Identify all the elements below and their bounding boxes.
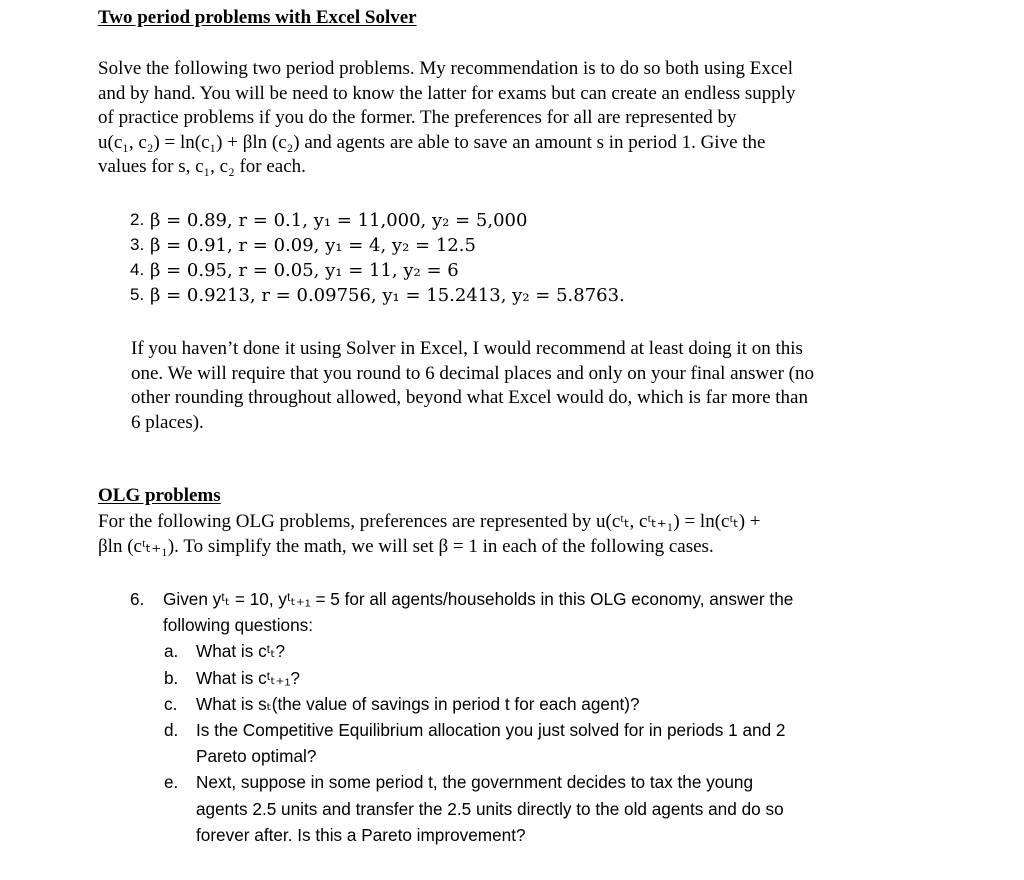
- question-line-2: following questions:: [163, 615, 314, 636]
- sub-question-text: Next, suppose in some period t, the government decides to tax the young: [196, 772, 754, 793]
- intro-line-4: u(c₁, c₂) = ln(c₁) + βln (c₂) and agents are able to save an amount s in period 1. Give the: [98, 131, 766, 153]
- problem-parameters: β = 0.91, r = 0.09, y₁ = 4, y₂ = 12.5: [150, 235, 476, 256]
- sub-question-list: [130, 638, 930, 848]
- sub-question-text: What is cᵗₜ?: [196, 641, 286, 662]
- problem-parameters: β = 0.95, r = 0.05, y₁ = 11, y₂ = 6: [150, 260, 459, 281]
- sub-question-letter: b.: [164, 667, 179, 688]
- sub-question-letter: e.: [164, 772, 179, 793]
- olg-intro-paragraph: [98, 510, 761, 559]
- sub-question-text: forever after. Is this a Pareto improvement?: [196, 824, 526, 845]
- note-line-2: one. We will require that you round to 6 decimal places and only on your final answer (no: [131, 362, 814, 384]
- sub-question-text: Pareto optimal?: [196, 746, 317, 767]
- list-item: [130, 258, 625, 283]
- list-item: [130, 208, 625, 233]
- sub-question-text: What is cᵗₜ₊₁?: [196, 667, 300, 688]
- sub-question-b: [130, 665, 930, 691]
- sub-question-e: [130, 769, 930, 848]
- sub-question-letter: d.: [164, 720, 179, 741]
- sub-question-d: [130, 717, 930, 769]
- section-title-two-period: Two period problems with Excel Solver: [98, 7, 417, 28]
- intro-line-5: values for s, c₁, c₂ for each.: [98, 156, 306, 178]
- question-line-1: Given yᵗₜ = 10, yᵗₜ₊₁ = 5 for all agents/households in this OLG economy, answer the: [163, 589, 794, 609]
- problem-number: 4.: [130, 260, 145, 279]
- question-6: [130, 586, 930, 848]
- sub-question-text: agents 2.5 units and transfer the 2.5 units directly to the old agents and do so: [196, 798, 784, 819]
- note-line-1: If you haven’t done it using Solver in Excel, I would recommend at least doing it on this: [131, 338, 803, 359]
- solver-note-paragraph: [131, 337, 814, 435]
- sub-question-a: [130, 638, 930, 664]
- list-item: [130, 233, 625, 258]
- note-line-3: other rounding throughout allowed, beyond what Excel would do, which is far more than: [131, 387, 808, 409]
- problem-number: 3.: [130, 235, 145, 254]
- intro-line-1: Solve the following two period problems. My recommendation is to do so both using Excel: [98, 58, 793, 79]
- problem-parameters: β = 0.9213, r = 0.09756, y₁ = 15.2413, y₂ = 5.8763.: [150, 285, 625, 306]
- problem-parameters: β = 0.89, r = 0.1, y₁ = 11,000, y₂ = 5,000: [150, 210, 528, 231]
- intro-line-3: of practice problems if you do the former. The preferences for all are represented by: [98, 107, 737, 129]
- olg-intro-line-2: βln (cᵗₜ₊₁). To simplify the math, we will set β = 1 in each of the following cases.: [98, 535, 714, 557]
- sub-question-letter: a.: [164, 641, 179, 662]
- problem-number: 5.: [130, 285, 145, 304]
- sub-question-text: What is sₜ(the value of savings in period t for each agent)?: [196, 693, 640, 714]
- list-item: [130, 283, 625, 308]
- sub-question-letter: c.: [164, 693, 178, 714]
- section-title-olg: OLG problems: [98, 485, 221, 506]
- question-number: 6.: [130, 589, 145, 609]
- problem-list: [130, 208, 625, 308]
- intro-line-2: and by hand. You will be need to know the latter for exams but can create an endless supply: [98, 82, 796, 104]
- intro-paragraph: [98, 57, 796, 180]
- sub-question-text: Is the Competitive Equilibrium allocation you just solved for in periods 1 and 2: [196, 720, 786, 741]
- note-line-4: 6 places).: [131, 411, 204, 433]
- problem-number: 2.: [130, 210, 145, 229]
- olg-intro-line-1: For the following OLG problems, preferences are represented by u(cᵗₜ, cᵗₜ₊₁) = ln(cᵗₜ) +: [98, 511, 761, 532]
- sub-question-c: [130, 691, 930, 717]
